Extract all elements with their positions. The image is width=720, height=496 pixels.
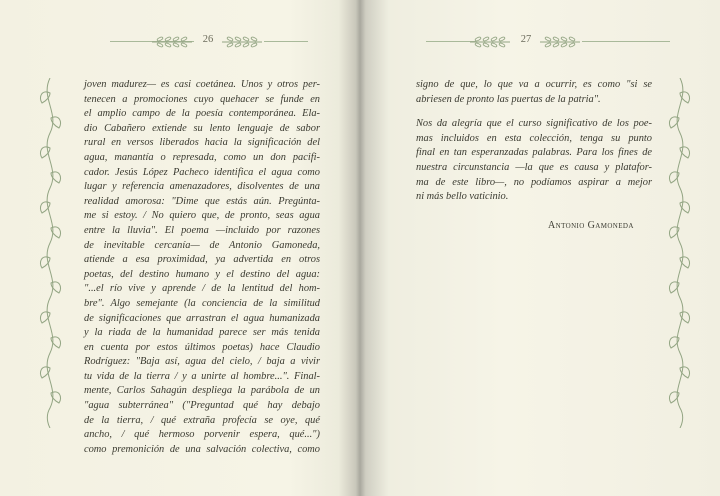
left-page-header: [0, 34, 356, 50]
text-line: mente, Carlos Sahagún despliega la parábola de un: [84, 385, 320, 397]
header-rule: [582, 41, 670, 42]
text-line: signo de que, lo que va a ocurrir, es como "si se: [416, 79, 652, 90]
text-line: entre la lluvia". El poema —incluido por razones: [84, 224, 320, 236]
paragraph-gap: [416, 107, 652, 117]
text-line: mas incluidos en esta colección, tenga su punto: [416, 132, 652, 144]
text-line: de significaciones que arrastran el agua humanizada: [84, 312, 320, 324]
text-line: "agua subterránea" ("Preguntad qué hay debajo: [84, 400, 320, 412]
laurel-sprig-icon: [538, 35, 582, 49]
right-page-header: [364, 34, 720, 50]
laurel-sprig-icon: [150, 35, 194, 49]
text-line: rural en versos liberados hacia la significación del: [84, 137, 320, 149]
laurel-sprig-icon: [220, 35, 264, 49]
text-line: abriesen de pronto las puertas de la patria".: [416, 93, 601, 105]
text-line: final en tan esperanzadas palabras. Para los fines de: [416, 147, 652, 159]
text-line: tenecen a promociones cuyo quehacer se funde en: [84, 93, 320, 105]
text-line: "...el río vive y aprende / de la lentitud del hom-: [84, 283, 320, 295]
left-page: [0, 0, 356, 496]
text-line: Rodríguez: "Baja así, agua del cielo, / baja a vivir: [84, 356, 320, 368]
text-line: lugar y referencia amenazadores, disolventes de una: [84, 181, 320, 193]
vine-border-icon: [666, 78, 694, 428]
text-line: ancho, / qué hermoso porvenir espera, qué..."): [84, 429, 320, 441]
laurel-sprig-icon: [468, 35, 512, 49]
text-line: me si estoy. / No quiero que, de pronto, seas agua: [84, 210, 320, 222]
text-line: en cuenta por estos últimos poetas) hace Claudio: [84, 341, 320, 353]
text-line: de la tierra, / qué extraña profecía se oye, qué: [84, 414, 320, 426]
text-line: agua, manantía o represada, como un don pacifi-: [84, 151, 320, 163]
author-signature: Antonio Gamoneda: [548, 220, 634, 231]
text-line: como premonición de una salvación colectiva, como: [84, 443, 320, 455]
text-line: ni más bello vaticinio.: [416, 191, 509, 203]
page-number: 26: [202, 34, 214, 45]
text-line: poetas, del destino humano y el destino del agua:: [84, 268, 320, 280]
page-number: 27: [520, 34, 532, 45]
text-line: ma de este libro—, no podíamos aspirar a mejor: [416, 176, 652, 188]
text-line: dio Cabañero extiende su lento lenguaje de sabor: [84, 122, 320, 134]
text-line: el amplio campo de la poesía contemporánea. Ela-: [84, 108, 320, 120]
text-line: de inevitable cercanía— de Antonio Gamoneda,: [84, 239, 320, 251]
text-line: tu vida de la tierra / y a unirte al hombre...". Final-: [84, 370, 320, 382]
text-line: Nos da alegría que el curso significativo de los poe-: [416, 118, 652, 130]
right-page: [364, 0, 720, 496]
text-line: atiende a esa proximidad, ya advertida en otros: [84, 254, 320, 266]
text-line: y la riada de la humanidad parece ser más tenida: [84, 327, 320, 339]
vine-border-icon: [36, 78, 64, 428]
text-line: realidad amorosa: "Dime que estás aún. Pregúnta-: [84, 195, 320, 207]
text-line: joven madurez— es casi coetánea. Unos y otros per-: [84, 79, 320, 90]
text-line: nuestra circunstancia —la que es causa y platafor-: [416, 161, 652, 173]
text-line: cador. Jesús López Pacheco identifica el agua como: [84, 166, 320, 178]
right-page-body: [416, 78, 652, 205]
left-page-body: [84, 78, 320, 457]
header-rule: [264, 41, 308, 42]
text-line: bre". Algo semejante (la conciencia de la similitud: [84, 297, 320, 309]
